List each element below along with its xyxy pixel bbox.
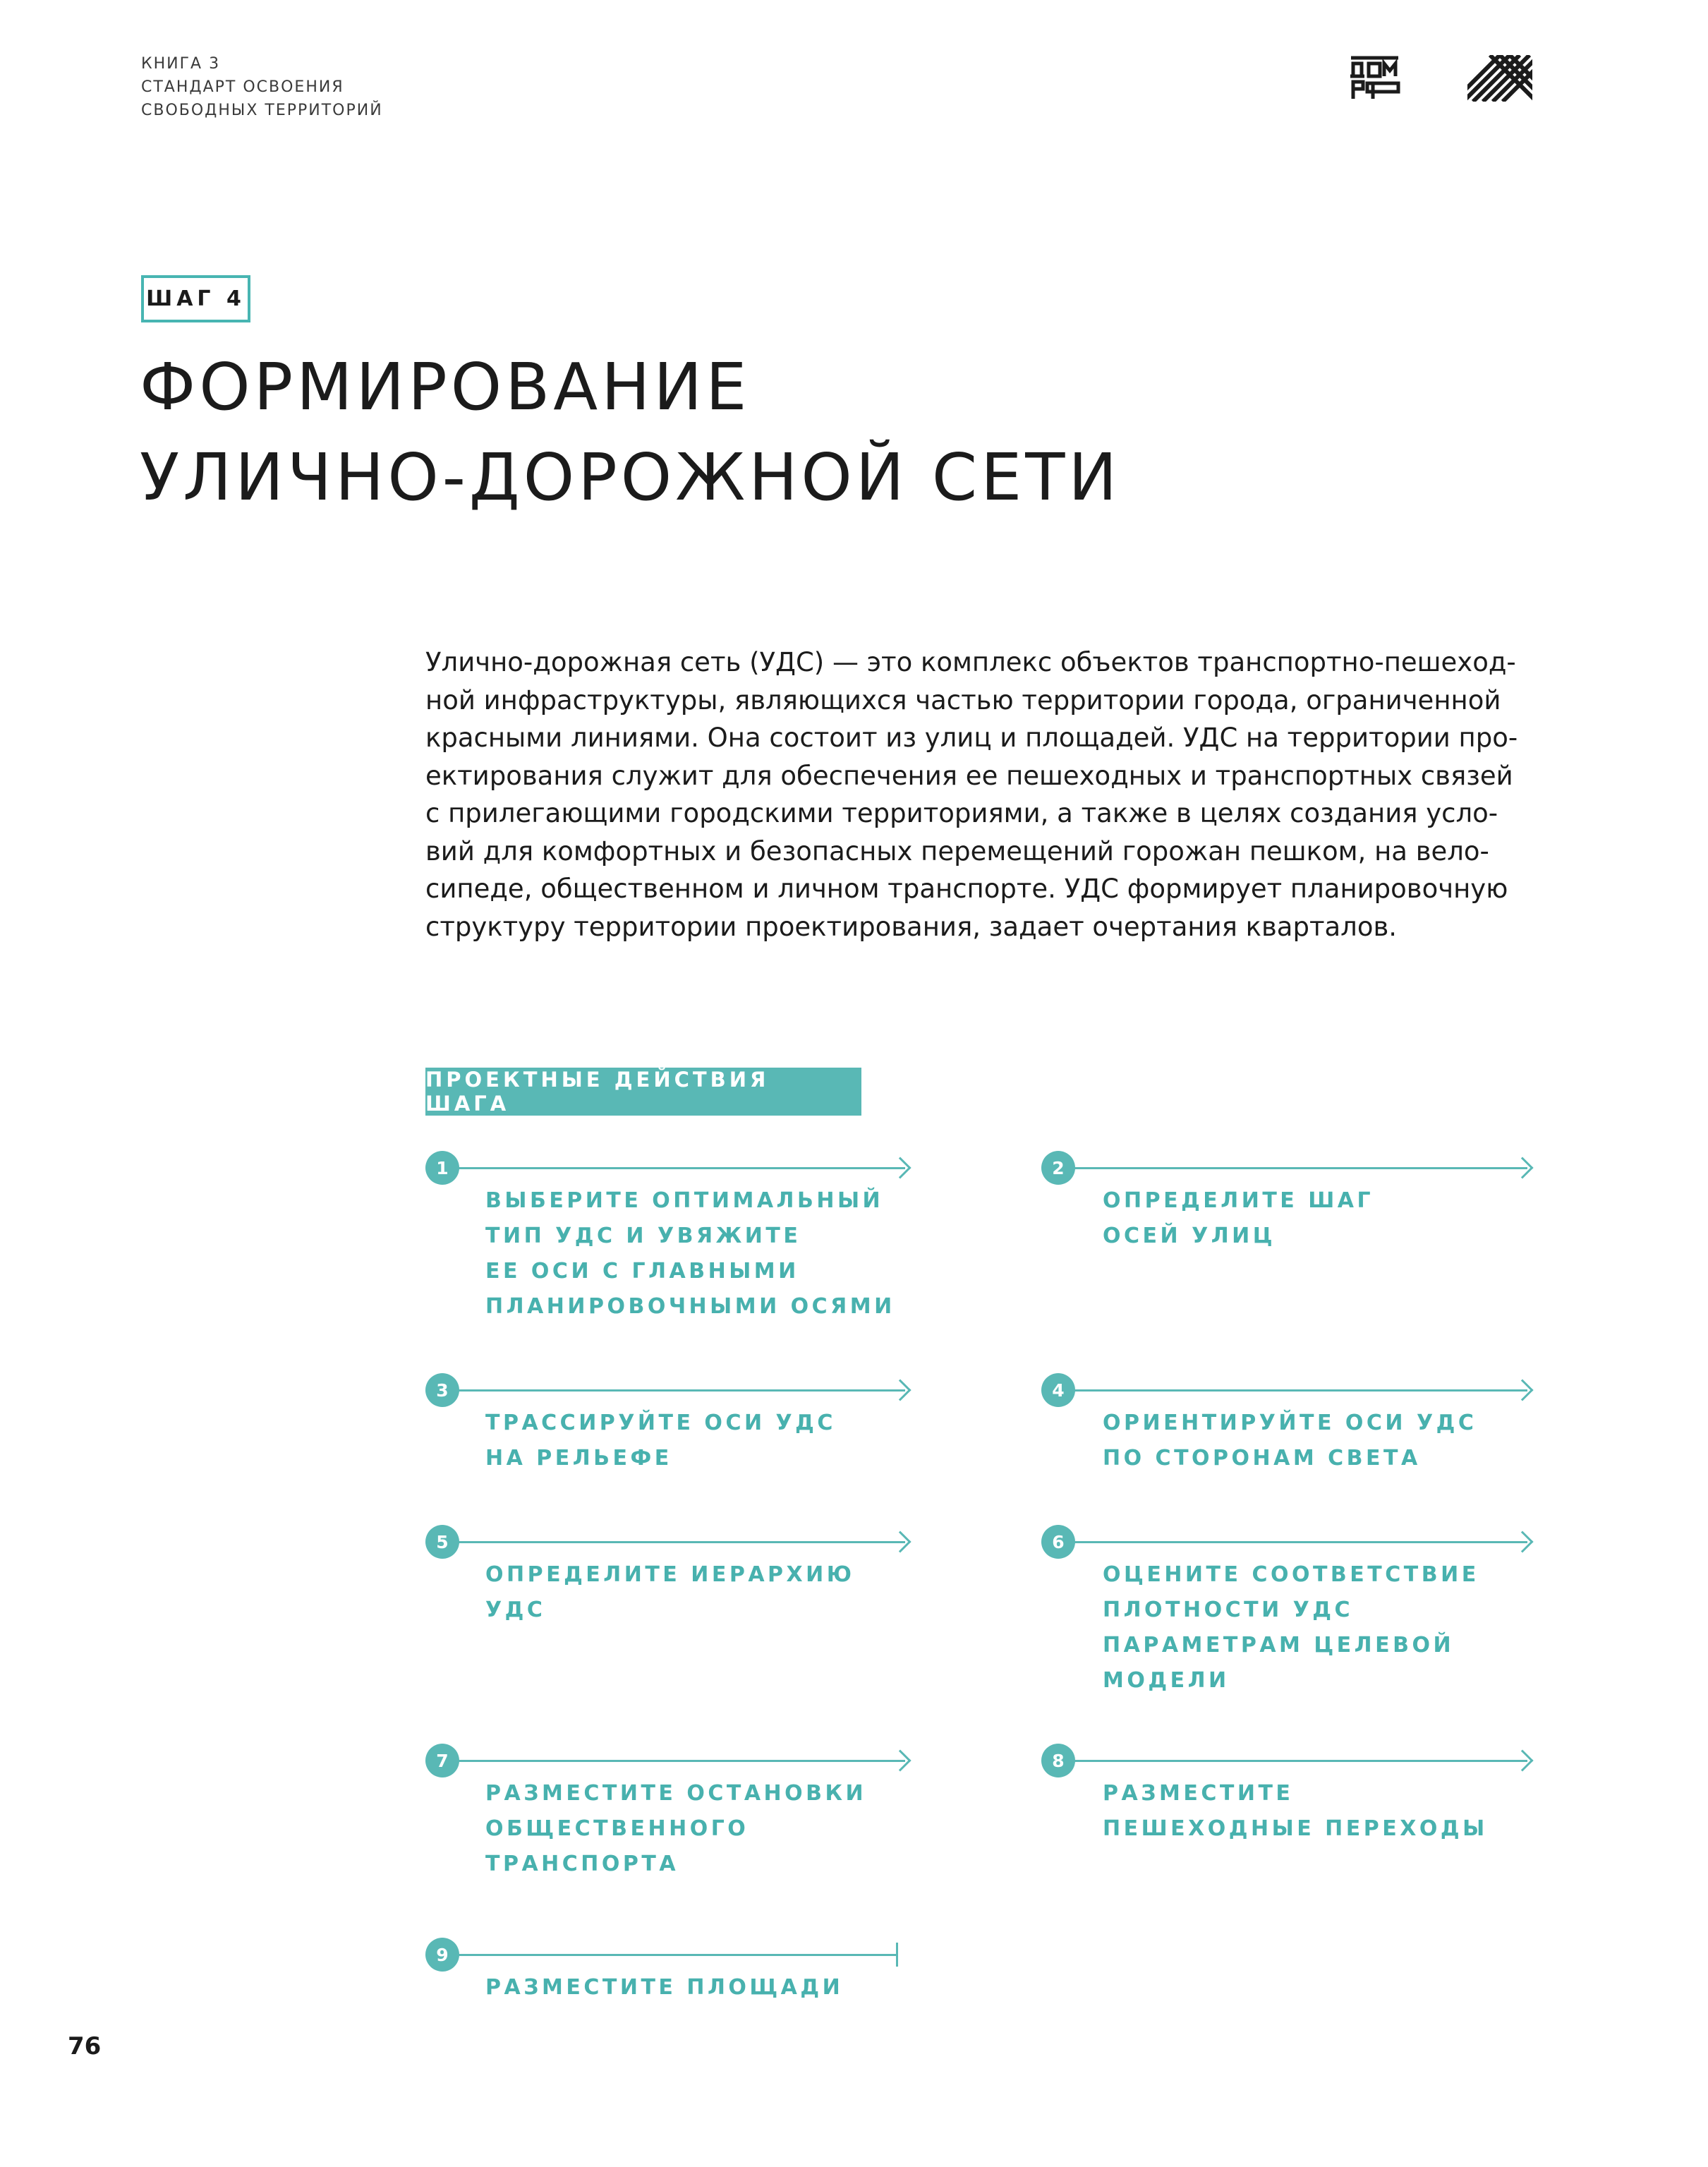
step-description-line: ОРИЕНТИРУЙТЕ ОСИ УДС <box>1103 1411 1477 1435</box>
step-number-badge: 7 <box>425 1744 459 1777</box>
intro-line: сипеде, общественном и личном транспорте. УДС формирует планировочную <box>425 874 1508 904</box>
step-number-badge: 6 <box>1041 1525 1075 1559</box>
step-description-line: ПАРАМЕТРАМ ЦЕЛЕВОЙ <box>1103 1633 1455 1658</box>
step-description-line: НА РЕЛЬЕФЕ <box>485 1446 672 1471</box>
step-description-line: ОЦЕНИТЕ СООТВЕТСТВИЕ <box>1103 1562 1479 1587</box>
step-description <box>485 1557 854 1628</box>
arrow-right-icon <box>889 1379 911 1401</box>
step-description-line: УДС <box>485 1598 546 1622</box>
diagonal-pattern-logo <box>1467 55 1532 102</box>
running-header <box>141 52 383 122</box>
intro-line: Улично-дорожная сеть (УДС) — это комплекс объектов транспортно-пешеход- <box>425 647 1516 677</box>
step-end-cap <box>896 1943 898 1967</box>
intro-line: вий для комфортных и безопасных перемещений горожан пешком, на вело- <box>425 835 1489 867</box>
step-description <box>485 1406 836 1476</box>
step-description-line: ОПРЕДЕЛИТЕ ИЕРАРХИЮ <box>485 1562 855 1587</box>
step-description-line: ПЛАНИРОВОЧНЫМИ ОСЯМИ <box>485 1294 895 1319</box>
step-number-badge: 9 <box>425 1938 459 1972</box>
step-number-badge: 4 <box>1041 1373 1075 1407</box>
page-title-line: ФОРМИРОВАНИЕ <box>140 349 751 425</box>
step-description <box>485 1970 843 2005</box>
intro-line: с прилегающими городскими территориями, а также в целях создания усло- <box>425 798 1498 828</box>
step-description <box>485 1183 895 1324</box>
step-number-badge: 1 <box>425 1151 459 1185</box>
page-title <box>140 342 1120 523</box>
step-description-line: РАЗМЕСТИТЕ ОСТАНОВКИ <box>485 1781 867 1806</box>
step-description-line: МОДЕЛИ <box>1103 1668 1230 1693</box>
step-description <box>485 1776 866 1882</box>
step-description-line: ПЛОТНОСТИ УДС <box>1103 1598 1353 1622</box>
page-number: 76 <box>68 2032 102 2060</box>
section-label: ПРОЕКТНЫЕ ДЕЙСТВИЯ ШАГА <box>425 1068 861 1116</box>
step-description <box>1103 1776 1488 1847</box>
step-connector-line <box>1074 1389 1527 1392</box>
step-description <box>1103 1557 1479 1698</box>
intro-line: ной инфраструктуры, являющихся частью территории города, ограниченной <box>425 684 1501 716</box>
step-description-line: ОСЕЙ УЛИЦ <box>1103 1224 1276 1248</box>
step-description-line: ПЕШЕХОДНЫЕ ПЕРЕХОДЫ <box>1103 1816 1488 1841</box>
step-number-badge: 3 <box>425 1373 459 1407</box>
arrow-right-icon <box>1511 1157 1533 1178</box>
step-connector-line <box>1074 1760 1527 1762</box>
step-badge: ШАГ 4 <box>141 275 250 322</box>
running-header-line: СТАНДАРТ ОСВОЕНИЯ <box>141 78 344 96</box>
step-connector-line <box>459 1541 905 1543</box>
running-header-line: СВОБОДНЫХ ТЕРРИТОРИЙ <box>141 102 383 119</box>
step-connector-line <box>459 1167 905 1169</box>
step-number-badge: 5 <box>425 1525 459 1559</box>
step-connector-line <box>459 1389 905 1392</box>
step-description-line: ОПРЕДЕЛИТЕ ШАГ <box>1103 1188 1374 1213</box>
step-number-badge: 8 <box>1041 1744 1075 1777</box>
step-connector-line <box>459 1954 897 1956</box>
step-description-line: ЕЕ ОСИ С ГЛАВНЫМИ <box>485 1259 799 1284</box>
arrow-right-icon <box>1511 1379 1533 1401</box>
arrow-right-icon <box>1511 1531 1533 1552</box>
step-number-badge: 2 <box>1041 1151 1075 1185</box>
step-connector-line <box>1074 1167 1527 1169</box>
step-description <box>1103 1406 1477 1476</box>
step-description-line: ТИП УДС И УВЯЖИТЕ <box>485 1224 801 1248</box>
arrow-right-icon <box>1511 1749 1533 1771</box>
intro-line: структуру территории проектирования, задает очертания кварталов. <box>425 911 1398 942</box>
step-description-line: ТРАНСПОРТА <box>485 1852 679 1876</box>
intro-paragraph <box>425 644 1568 946</box>
step-connector-line <box>1074 1541 1527 1543</box>
running-header-line: КНИГА 3 <box>141 55 221 73</box>
step-connector-line <box>459 1760 905 1762</box>
dom-rf-logo <box>1349 55 1401 102</box>
step-description-line: ВЫБЕРИТЕ ОПТИМАЛЬНЫЙ <box>485 1188 884 1213</box>
step-description <box>1103 1183 1374 1254</box>
step-description-line: ОБЩЕСТВЕННОГО <box>485 1816 749 1841</box>
step-description-line: ПО СТОРОНАМ СВЕТА <box>1103 1446 1421 1471</box>
step-description-line: ТРАССИРУЙТЕ ОСИ УДС <box>485 1411 836 1435</box>
intro-line: красными линиями. Она состоит из улиц и площадей. УДС на территории про- <box>425 723 1518 753</box>
arrow-right-icon <box>889 1749 911 1771</box>
page-title-line: УЛИЧНО-ДОРОЖНОЙ СЕТИ <box>140 440 1121 515</box>
arrow-right-icon <box>889 1157 911 1178</box>
step-description-line: РАЗМЕСТИТЕ <box>1103 1781 1294 1806</box>
step-description-line: РАЗМЕСТИТЕ ПЛОЩАДИ <box>485 1975 844 2000</box>
arrow-right-icon <box>889 1531 911 1552</box>
intro-line: ектирования служит для обеспечения ее пешеходных и транспортных связей <box>425 760 1513 791</box>
